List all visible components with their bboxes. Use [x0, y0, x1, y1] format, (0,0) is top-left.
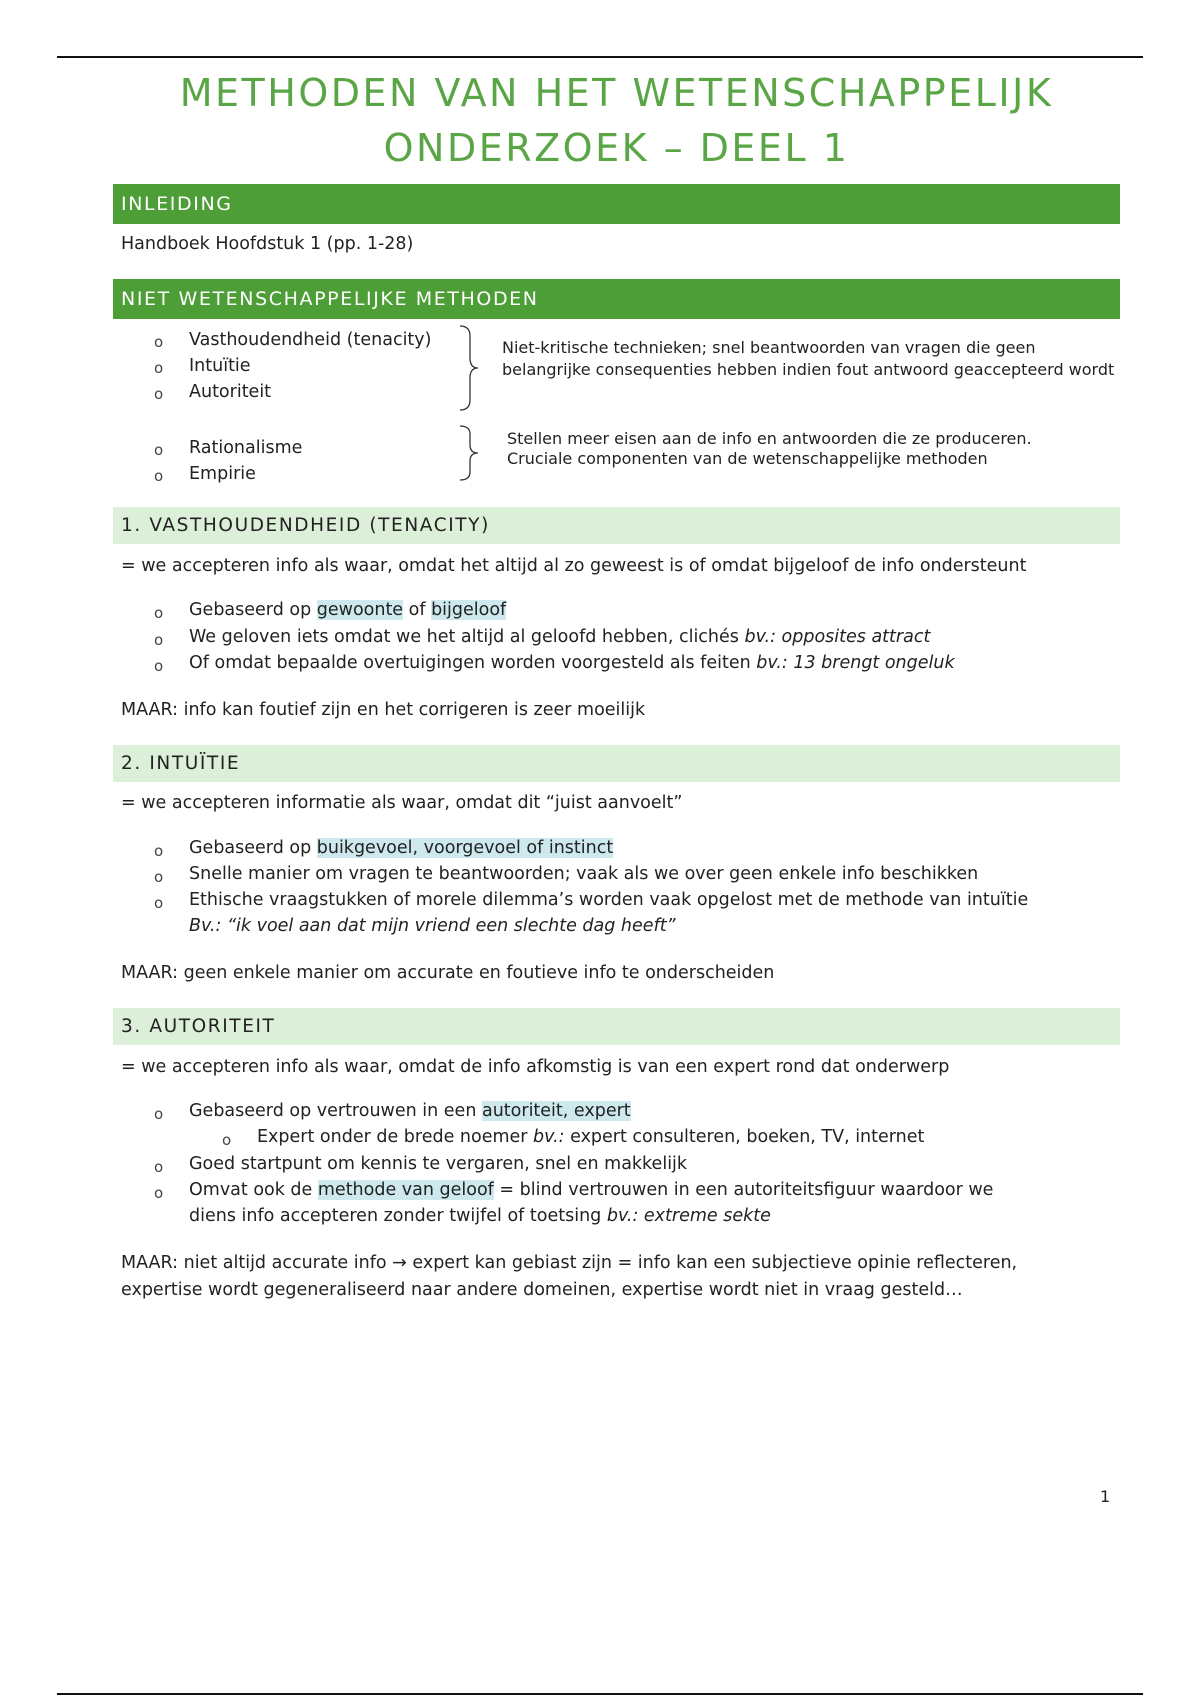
title-line-1: METHODEN VAN HET WETENSCHAPPELIJK — [179, 71, 1054, 115]
sub-list-item — [257, 1127, 924, 1147]
title-line-2: ONDERZOEK – DEEL 1 — [383, 126, 850, 170]
list-item — [189, 600, 506, 620]
text: of — [403, 600, 432, 620]
section-heading-niet-wetenschappelijk: NIET WETENSCHAPPELIJKE METHODEN — [113, 279, 1120, 319]
list-item: Goed startpunt om kennis te vergaren, snel en makkelijk — [189, 1154, 688, 1174]
page-title — [0, 66, 1200, 176]
section-heading-intuitie: 2. INTUÏTIE — [113, 745, 1120, 782]
highlight: methode van geloof — [317, 1180, 494, 1200]
group2-note-line-1: Stellen meer eisen aan de info en antwoorden die ze produceren. — [507, 429, 1032, 448]
text: We geloven iets omdat we het altijd al geloofd hebben, clichés — [189, 627, 745, 647]
list-item — [189, 1180, 993, 1200]
text: Gebaseerd op vertrouwen in een — [189, 1101, 482, 1121]
example-italic: bv.: — [533, 1127, 565, 1147]
list-item — [189, 1101, 631, 1121]
bullet-icon: o — [154, 1105, 164, 1123]
text: diens info accepteren zonder twijfel of toetsing — [189, 1206, 607, 1226]
group2-note-line-2: Cruciale componenten van de wetenschappelijke methoden — [507, 449, 988, 468]
list-item — [189, 627, 930, 647]
text: Omvat ook de — [189, 1180, 318, 1200]
bullet-icon: o — [154, 631, 164, 649]
text: Expert onder de brede noemer — [257, 1127, 534, 1147]
inleiding-text: Handboek Hoofdstuk 1 (pp. 1-28) — [121, 234, 414, 254]
right-brace-icon — [458, 424, 480, 482]
page-number: 1 — [1100, 1487, 1111, 1506]
list-item: Snelle manier om vragen te beantwoorden; vaak als we over geen enkele info beschikken — [189, 864, 979, 884]
example-italic: bv.: 13 brengt ongeluk — [756, 653, 955, 673]
bullet-icon: o — [154, 657, 164, 675]
list-item: Intuïtie — [189, 356, 251, 376]
sec3-definition: = we accepteren info als waar, omdat de info afkomstig is van een expert rond dat onderwerp — [121, 1057, 950, 1077]
bullet-icon: o — [154, 868, 164, 886]
bullet-icon: o — [154, 441, 164, 459]
text: expert consulteren, boeken, TV, internet — [564, 1127, 925, 1147]
list-item-continuation: Bv.: “ik voel aan dat mijn vriend een slechte dag heeft” — [189, 916, 676, 936]
top-rule — [57, 56, 1143, 58]
list-item: Autoriteit — [189, 382, 272, 402]
example-italic: bv.: opposites attract — [744, 627, 931, 647]
bottom-rule — [57, 1693, 1143, 1695]
text: Gebaseerd op — [189, 600, 317, 620]
bullet-icon: o — [154, 333, 164, 351]
highlight: buikgevoel, voorgevoel of instinct — [316, 838, 614, 858]
section-heading-vasthoudendheid: 1. VASTHOUDENDHEID (TENACITY) — [113, 507, 1120, 544]
list-item — [189, 838, 613, 858]
bullet-icon: o — [154, 604, 164, 622]
bullet-icon: o — [154, 467, 164, 485]
sec2-maar: MAAR: geen enkele manier om accurate en foutieve info te onderscheiden — [121, 963, 775, 983]
list-item: Ethische vraagstukken of morele dilemma’s worden vaak opgelost met de methode van intuïtie — [189, 890, 1029, 910]
section-heading-autoriteit: 3. AUTORITEIT — [113, 1008, 1120, 1045]
sec1-maar: MAAR: info kan foutief zijn en het corrigeren is zeer moeilijk — [121, 700, 646, 720]
section-heading-inleiding: INLEIDING — [113, 184, 1120, 224]
right-brace-icon — [458, 324, 480, 412]
sec2-definition: = we accepteren informatie als waar, omdat dit “juist aanvoelt” — [121, 793, 683, 813]
group1-note-line-2: belangrijke consequenties hebben indien fout antwoord geaccepteerd wordt — [502, 360, 1115, 379]
list-item: Empirie — [189, 464, 256, 484]
bullet-icon: o — [154, 359, 164, 377]
sec3-maar-line-2: expertise wordt gegeneraliseerd naar andere domeinen, expertise wordt niet in vraag gesteld… — [121, 1280, 963, 1300]
highlight: bijgeloof — [431, 600, 507, 620]
list-item-continuation — [189, 1206, 771, 1226]
text: Gebaseerd op — [189, 838, 317, 858]
list-item: Vasthoudendheid (tenacity) — [189, 330, 432, 350]
bullet-icon: o — [154, 385, 164, 403]
highlight: gewoonte — [316, 600, 404, 620]
text: Of omdat bepaalde overtuigingen worden voorgesteld als feiten — [189, 653, 757, 673]
sec3-maar-line-1: MAAR: niet altijd accurate info → expert kan gebiast zijn = info kan een subjectieve opinie reflecteren, — [121, 1253, 1018, 1273]
example-italic: bv.: extreme sekte — [606, 1206, 771, 1226]
bullet-icon: o — [154, 1158, 164, 1176]
group1-note-line-1: Niet-kritische technieken; snel beantwoorden van vragen die geen — [502, 338, 1036, 357]
bullet-icon: o — [154, 842, 164, 860]
bullet-icon: o — [222, 1131, 232, 1149]
highlight: autoriteit, expert — [481, 1101, 631, 1121]
sec1-definition: = we accepteren info als waar, omdat het altijd al zo geweest is of omdat bijgeloof de info ondersteunt — [121, 556, 1027, 576]
text: = blind vertrouwen in een autoriteitsfiguur waardoor we — [493, 1180, 994, 1200]
list-item — [189, 653, 955, 673]
bullet-icon: o — [154, 1184, 164, 1202]
bullet-icon: o — [154, 894, 164, 912]
list-item: Rationalisme — [189, 438, 303, 458]
